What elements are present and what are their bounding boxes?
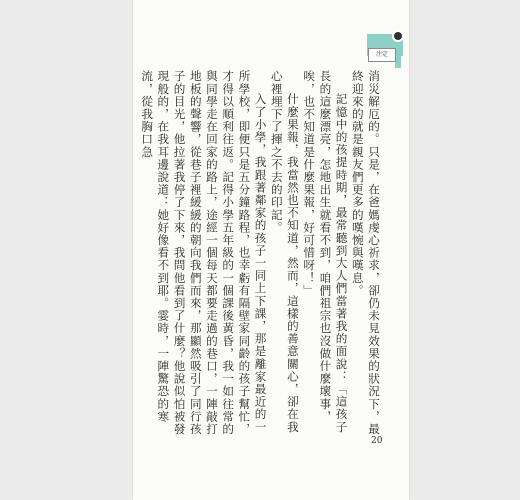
person-icon bbox=[392, 30, 404, 42]
chapter-title-label: 注定 bbox=[368, 48, 396, 62]
paragraph: 消災解厄的。只是，在爸媽虔心祈求，卻仍未見效果的狀況下，最終迎來的就是親友們更多的嘆惋與嘆息。 bbox=[350, 70, 381, 436]
paragraph: 什麼果報，我當然也不知道，然而，這樣的善意關心，卻在我心裡埋下了揮之不去的印記。 bbox=[269, 70, 300, 434]
paragraph: 記憶中的孩提時期，最常聽到大人們當著我的面說：「這孩子長的這麼漂亮，怎地出生就看不到，咱們祖宗也沒做什麼壞事，唉，也不知道是什麼果報，好可惜呀！」 bbox=[302, 70, 349, 434]
paragraph: 入了小學，我跟著鄰家的孩子一同上下課，那是離家最近的一所學校，即便只是五分鐘路程，也幸虧有隔壁家同齡的孩子幫忙，才得以順利往返。記得小學五年級的一個課後黃昏，我一如往常的與同學走在回家的路上，途經一個每天都要走過的巷口，一陣敲打地板的聲響，從巷子裡緩緩的朝向我們而來，那顯然吸引了同行孩子的目光，他拉著我停了下來，我問他看到了什麼？他說似怕被發現般的，在我耳邊說道：她好像看不到耶。霎時，一陣驚恐的寒流，從我胸口急 bbox=[140, 70, 268, 436]
body-text bbox=[140, 70, 382, 438]
page-number: 20 bbox=[371, 436, 383, 446]
